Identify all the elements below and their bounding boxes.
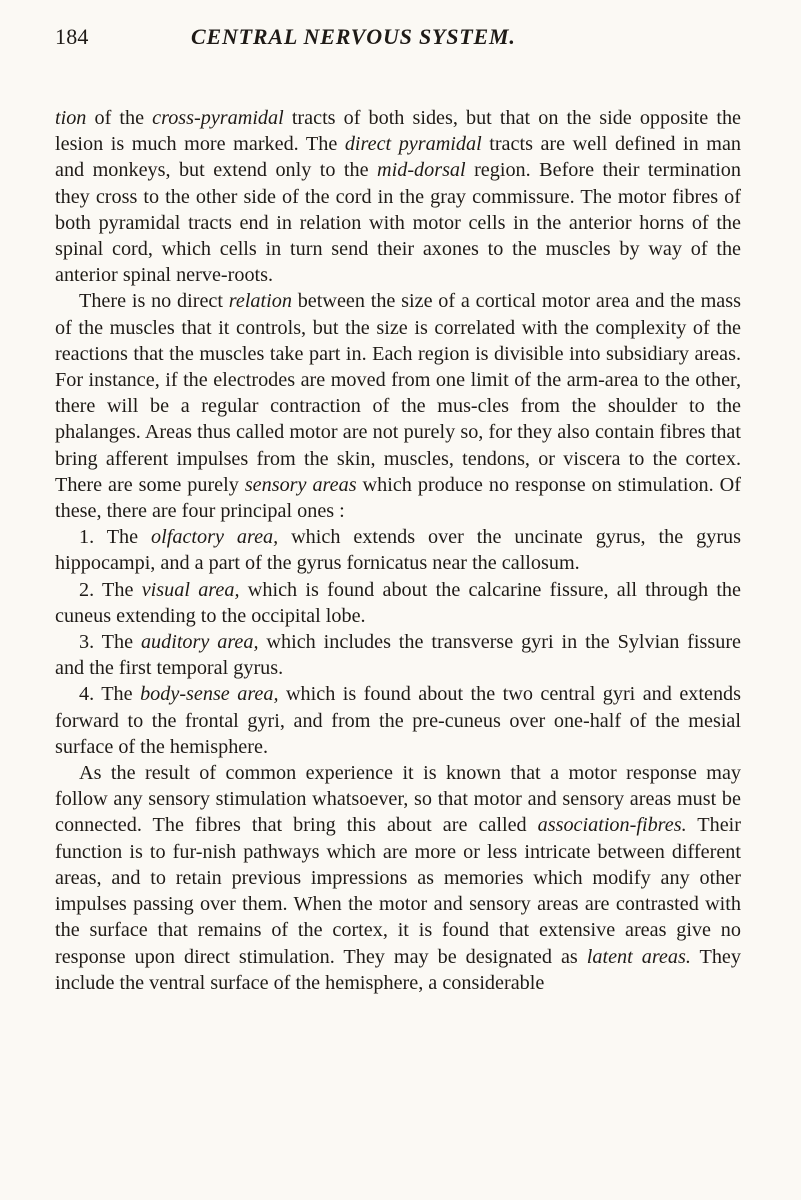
list-number: 3. The bbox=[79, 631, 141, 654]
text-span: region. Before their termination they cross to the other side of the cord in the gray commissure. The motor fibres of both pyramidal tracts end in relation with motor cells in the anterior horns of the spinal cord, which cells in turn send their axones to the muscles by way of the anterior spinal nerve-roots. bbox=[55, 159, 741, 287]
italic-cross-pyramidal: cross-pyramidal bbox=[152, 107, 284, 129]
italic-body-sense-area: body-sense area, bbox=[140, 683, 279, 706]
text-span: of the bbox=[86, 107, 153, 129]
paragraph-cortical-motor-area bbox=[55, 288, 741, 524]
running-title: CENTRAL NERVOUS SYSTEM. bbox=[191, 24, 516, 49]
text-span: tracts of both sides, but that on the side opposite the lesion is much more marked. The bbox=[55, 107, 741, 156]
body-text bbox=[55, 105, 741, 996]
italic-visual-area: visual area, bbox=[141, 578, 240, 601]
italic-olfactory-area: olfactory area, bbox=[151, 526, 279, 549]
list-number: 1. The bbox=[79, 526, 152, 549]
text-span: which includes the transverse gyri in the Sylvian fissure and the first temporal gyrus. bbox=[55, 631, 742, 680]
italic-auditory-area: auditory area, bbox=[140, 631, 259, 654]
italic-direct-pyramidal: direct pyramidal bbox=[344, 133, 482, 156]
text-span: As the result of common experience it is known that a motor response may follow any sensory stimulation whatsoever, so that motor and sensory areas must be connected. The fibres that bring this about are called bbox=[55, 762, 741, 837]
list-item-body-sense-area bbox=[55, 681, 741, 760]
italic-word-tion: tion bbox=[55, 107, 87, 129]
text-span: which is found about the calcarine fissure, all through the cuneus extending to the occipital lobe. bbox=[55, 578, 741, 627]
text-span: which extends over the uncinate gyrus, the gyrus hippocampi, and a part of the gyrus fornicatus near the callosum. bbox=[55, 526, 742, 575]
italic-mid-dorsal: mid-dorsal bbox=[377, 159, 466, 182]
list-item-auditory-area bbox=[55, 629, 741, 681]
italic-relation: relation bbox=[228, 290, 292, 313]
list-number: 4. The bbox=[79, 683, 141, 706]
book-page bbox=[55, 24, 741, 996]
italic-latent-areas: latent areas. bbox=[586, 945, 691, 968]
italic-association-fibres: association-fibres. bbox=[537, 814, 687, 837]
text-span: which produce no response on stimulation. Of these, there are four principal ones : bbox=[55, 473, 741, 523]
text-span: Their function is to fur-nish pathways which are more or less intricate between different areas, and to retain previous impressions as memories which modify any other impulses passing over them. When the motor and sensory areas are contrasted with the surface that remains of the cortex, it is found that extensive areas give no response upon direct stimulation. They may be designated as bbox=[55, 814, 741, 968]
list-item-olfactory-area bbox=[55, 524, 741, 576]
page-header bbox=[55, 24, 741, 64]
list-number: 2. The bbox=[79, 578, 142, 601]
text-span: There is no direct bbox=[79, 290, 229, 313]
list-item-visual-area bbox=[55, 577, 741, 629]
paragraph-continued-tracts bbox=[55, 105, 741, 288]
italic-sensory-areas: sensory areas bbox=[244, 473, 357, 496]
text-span: tracts are well defined in man and monkeys, but extend only to the bbox=[55, 133, 741, 182]
paragraph-association-fibres bbox=[55, 760, 741, 996]
text-span: between the size of a cortical motor area and the mass of the muscles that it controls, but the size is correlated with the complexity of the reactions that the muscles take part in. Each region is divisible into subsidiary areas. For instance, if the electrodes are moved from one limit of the arm-area to the other, there will be a regular contraction of the mus-cles from the shoulder to the phalanges. Areas thus called motor are not purely so, for they also contain fibres that bring afferent impulses from the skin, muscles, tendons, or viscera to the cortex. There are some purely bbox=[55, 290, 741, 496]
page-number: 184 bbox=[55, 24, 89, 49]
text-span: which is found about the two central gyri and extends forward to the frontal gyri, and from the pre-cuneus over one-half of the mesial surface of the hemisphere. bbox=[55, 683, 741, 758]
text-span: They include the ventral surface of the hemisphere, a considerable bbox=[55, 945, 741, 994]
